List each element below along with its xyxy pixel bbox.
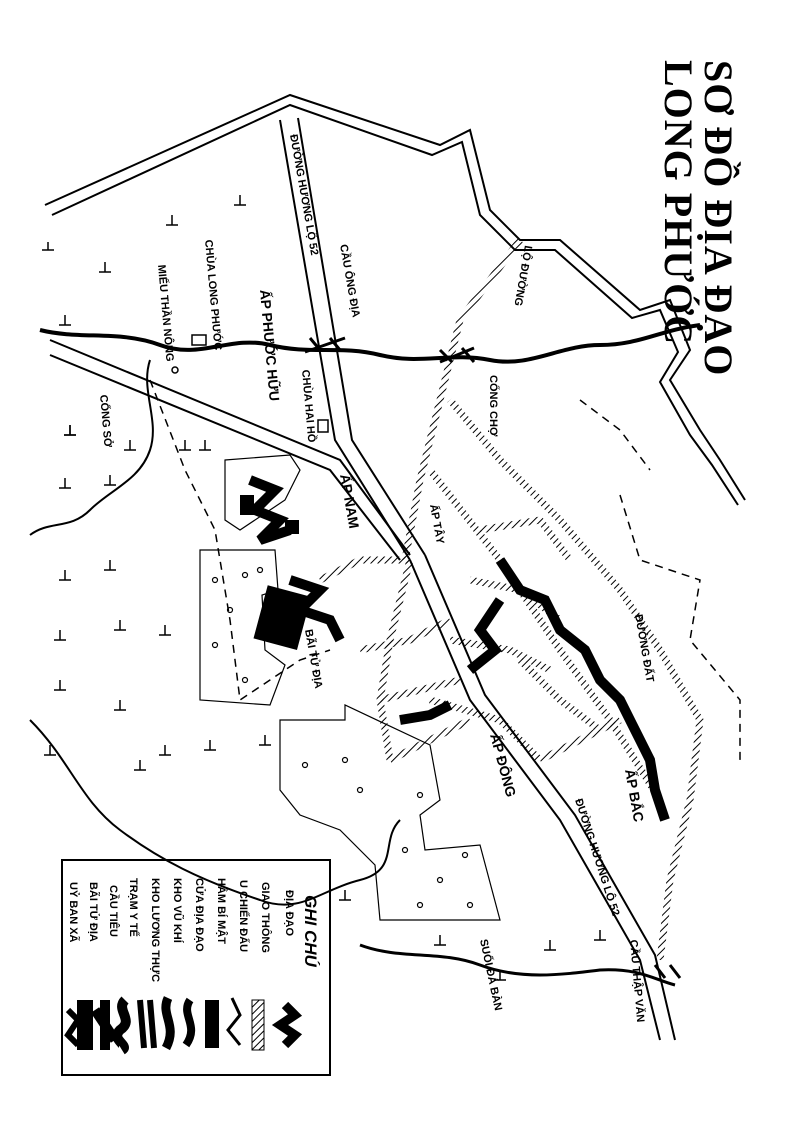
label-lo-duong: LỘ ĐƯỜNG [511,244,534,307]
label-ap-dong: ẤP ĐÔNG [487,731,520,799]
map-title-line1: SƠ ĐỒ ĐỊA ĐẠO [696,60,741,377]
stream-lower-left [30,720,400,905]
map-title-line2: LONG PHƯỚC [656,60,701,346]
bunker-block-2 [285,520,299,534]
legend-label-weapons-store: KHO VŨ KHÍ [171,878,183,943]
legend-label-combat-bunker: U CHIẾN ĐẤU [237,880,249,953]
legend-label-tunnel: ĐỊA ĐẠO [283,890,295,937]
trench-network [320,240,700,960]
legend-label-medical-station: TRẠM Y TẾ [127,878,139,937]
trench-symbol [252,1000,264,1050]
combat-bunker-symbol [228,998,240,1045]
legend-label-tunnel-entrance: CỬA ĐỊA ĐẠO [193,878,205,952]
label-cong-cho: CỔNG CHỢ [487,375,499,437]
river [40,325,700,362]
legend-label-grave: BÃI TỬ ĐỊA [87,882,99,942]
label-duong-dat: ĐƯỜNG ĐẤT [632,613,656,684]
label-chua-hai-ho: CHÙA HAI HỒ [299,369,318,443]
label-mieu-than-nong: MIẾU THẦN NÔNG [155,264,176,363]
label-duong-huong-lo-52-top: ĐƯỜNG HƯƠNG LỘ 52 [287,133,321,257]
legend-label-trench: GIAO THÔNG [259,882,271,953]
latrine-symbol [95,1000,115,1050]
label-bai-tu-dia: BÃI TỬ ĐỊA [302,628,325,690]
label-ap-bac: ẤP BẮC [622,767,648,824]
label-duong-huong-lo-52-bottom: ĐƯỜNG HƯƠNG LỘ 52 [572,797,622,918]
label-ap-phuoc-huu: ẤP PHƯỚC HỮU [257,288,283,402]
legend-label-latrine: CẦU TIÊU [107,885,119,937]
legend-label-secret-cellar: HẦM BÍ MẬT [215,878,227,944]
label-cong-so: CỔNG SỞ [97,394,114,448]
stream-cong-so [30,360,153,535]
legend [62,860,330,1075]
label-chua-long-phuoc: CHÙA LONG PHƯỚC [202,239,224,351]
tunnel-entrance-symbol [186,1000,191,1045]
legend-title: GHI CHÚ [301,895,320,967]
legend-label-food-store: KHO LƯƠNG THỰC [149,878,161,983]
stream-suoi-da-ban [360,945,675,985]
label-suoi-da-ban: SUỐI ĐÁ BÀN [477,938,504,1012]
bunker-block [240,495,254,515]
food-store-symbol [140,1000,154,1048]
label-ap-nam: ẤP NAM [337,472,363,530]
label-cau-thap-van: CẦU THẬP VĂN [627,939,647,1023]
weapons-store-symbol [166,998,170,1048]
commune-boundary [45,95,745,505]
label-cau-ong-dia: CẦU ÔNG ĐỊA [337,243,362,319]
tunnel-symbol [280,1005,295,1045]
commune-committee-symbol [68,1010,78,1045]
medical-station-symbol [117,1000,126,1050]
label-ap-tay: ẤP TÂY [427,503,446,546]
legend-label-commune-committee: UỶ BAN XÃ [67,882,79,943]
secret-cellar-symbol [205,1000,219,1048]
